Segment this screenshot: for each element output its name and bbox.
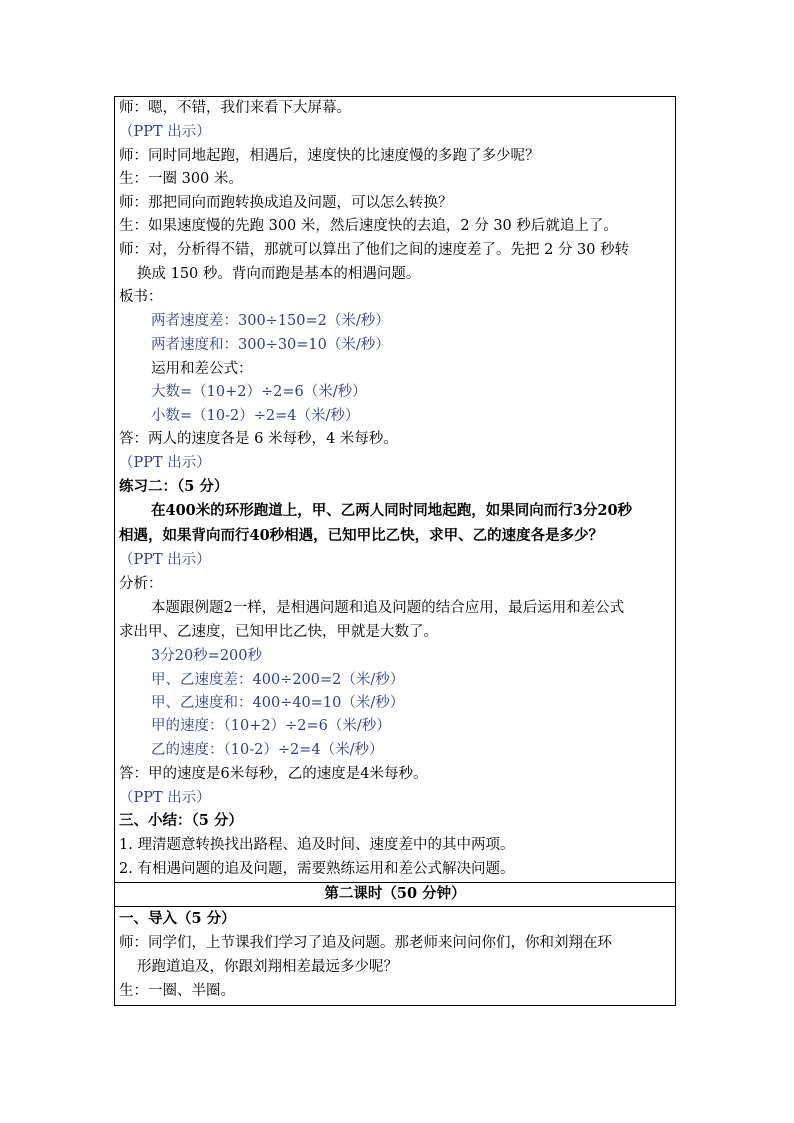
formula-line: 甲的速度：（10+2）÷2=6（米/秒） xyxy=(151,718,391,734)
text-line: 师：对，分析得不错，那就可以算出了他们之间的速度差了。先把 2 分 30 秒转 xyxy=(119,242,630,258)
summary-item: 2. 有相遇问题的追及问题，需要熟练运用和差公式解决问题。 xyxy=(119,861,515,877)
text-line: 形跑道追及，你跟刘翔相差最远多少呢？ xyxy=(137,959,398,975)
text-line: 运用和差公式： xyxy=(151,361,253,377)
formula-line: 小数=（10-2）÷2=4（米/秒） xyxy=(151,408,360,424)
text-line: 板书： xyxy=(119,289,163,305)
answer-line: 答：甲的速度是6米每秒，乙的速度是4米每秒。 xyxy=(119,766,428,782)
formula-line: 甲、乙速度差：400÷200=2（米/秒） xyxy=(151,672,405,688)
lesson-plan-table xyxy=(114,96,676,1006)
formula-line: 两者速度和：300÷30=10（米/秒） xyxy=(151,337,390,353)
ppt-note: （PPT 出示） xyxy=(119,552,211,568)
section-heading: 一、导入（5 分） xyxy=(119,910,236,927)
text-line: 师：同时同地起跑，相遇后，速度快的比速度慢的多跑了多少呢？ xyxy=(119,148,540,164)
row-divider xyxy=(115,906,675,907)
formula-line: 3分20秒=200秒 xyxy=(151,648,263,664)
text-line: 师：同学们，上节课我们学习了追及问题。那老师来问问你们，你和刘翔在环 xyxy=(119,935,612,951)
text-line: 师：那把同向而跑转换成追及问题，可以怎么转换？ xyxy=(119,195,453,211)
text-line: 换成 150 秒。背向而跑是基本的相遇问题。 xyxy=(137,266,421,282)
text-line: 生：一圈 300 米。 xyxy=(119,171,243,187)
section-heading: 三、小结：（5 分） xyxy=(119,812,243,829)
text-line: 师：嗯，不错，我们来看下大屏幕。 xyxy=(119,100,351,116)
formula-line: 乙的速度：（10-2）÷2=4（米/秒） xyxy=(151,742,384,758)
formula-line: 大数=（10+2）÷2=6（米/秒） xyxy=(151,384,367,400)
text-line: 本题跟例题2一样，是相遇问题和追及问题的结合应用，最后运用和差公式 xyxy=(151,600,625,616)
ppt-note: （PPT 出示） xyxy=(119,124,211,140)
summary-item: 1. 理清题意转换找出路程、追及时间、速度差中的其中两项。 xyxy=(119,837,515,853)
text-line: 分析： xyxy=(119,576,163,592)
lesson-title: 第二课时（50 分钟） xyxy=(324,885,466,902)
formula-line: 甲、乙速度和：400÷40=10（米/秒） xyxy=(151,695,405,711)
text-line: 生：如果速度慢的先跑 300 米，然后速度快的去追，2 分 30 秒后就追上了。 xyxy=(119,218,618,234)
formula-line: 两者速度差：300÷150=2（米/秒） xyxy=(151,313,390,329)
ppt-note: （PPT 出示） xyxy=(119,790,211,806)
answer-line: 答：两人的速度各是 6 米每秒，4 米每秒。 xyxy=(119,431,398,447)
text-line: 求出甲、乙速度，已知甲比乙快，甲就是大数了。 xyxy=(119,624,438,640)
exercise-text: 相遇，如果背向而行40秒相遇，已知甲比乙快，求甲、乙的速度各是多少？ xyxy=(119,527,604,544)
section-heading: 练习二：（5 分） xyxy=(119,478,229,495)
ppt-note: （PPT 出示） xyxy=(119,455,211,471)
text-line: 生：一圈、半圈。 xyxy=(119,983,235,999)
exercise-text: 在400米的环形跑道上，甲、乙两人同时同地起跑，如果同向而行3分20秒 xyxy=(151,502,633,519)
